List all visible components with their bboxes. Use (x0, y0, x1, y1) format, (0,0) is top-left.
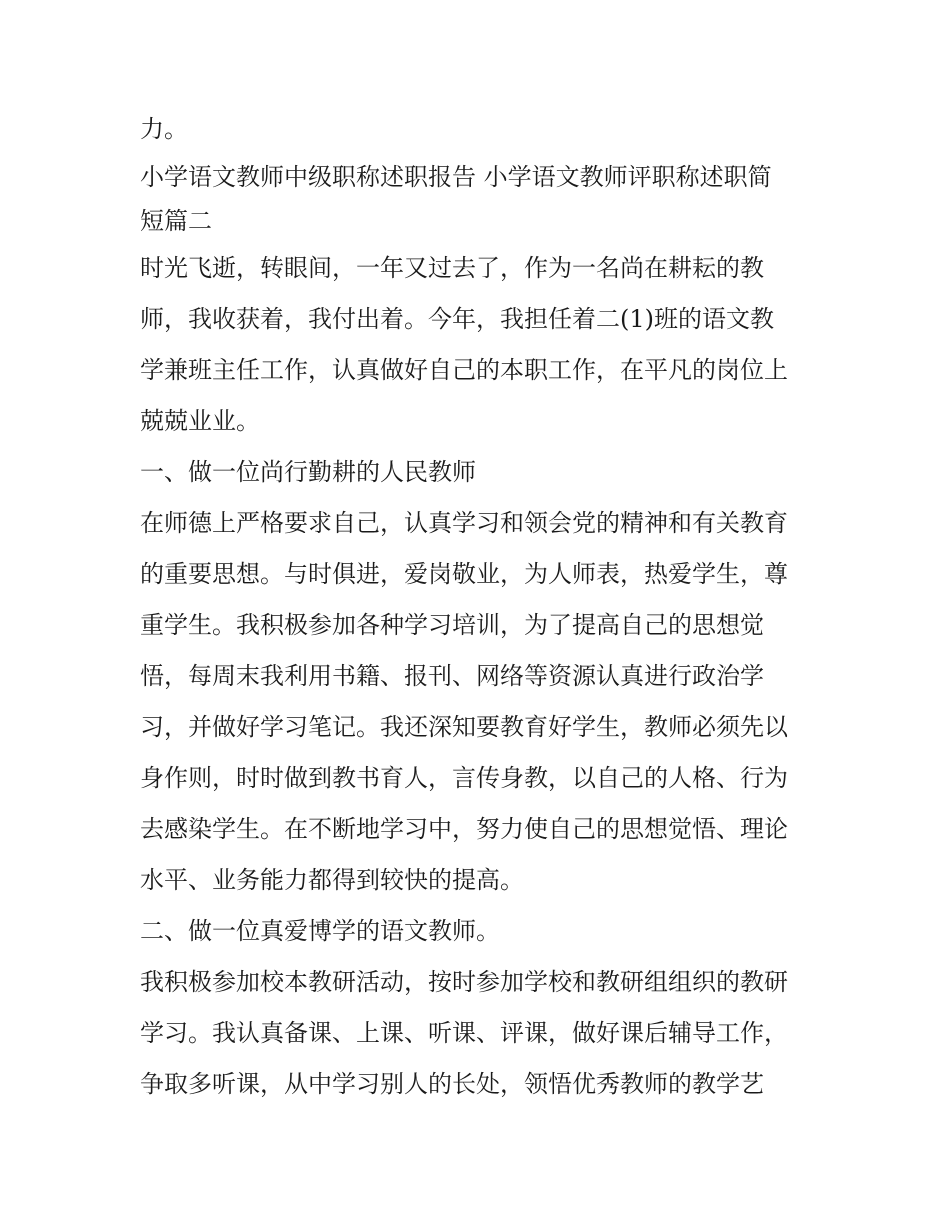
text-line: 时光飞逝，转眼间，一年又过去了，作为一名尚在耕耘的教 (140, 254, 764, 282)
text-line: 去感染学生。在不断地学习中，努力使自己的思想觉悟、理论 (140, 815, 788, 843)
text-line: 力。 (140, 115, 188, 143)
text-line: 学兼班主任工作，认真做好自己的本职工作，在平凡的岗位上 (140, 356, 788, 384)
text-line: 学习。我认真备课、上课、听课、评课，做好课后辅导工作， (140, 1019, 788, 1047)
section-heading-line: 小学语文教师中级职称述职报告 小学语文教师评职称述职简 (140, 163, 772, 191)
text-line: 身作则，时时做到教书育人，言传身教，以自己的人格、行为 (140, 764, 788, 792)
text-line: 兢兢业业。 (140, 407, 260, 435)
text-line: 争取多听课，从中学习别人的长处，领悟优秀教师的教学艺 (140, 1070, 764, 1098)
text-line: 师，我收获着，我付出着。今年，我担任着二(1)班的语文教 (140, 305, 774, 333)
text-line: 悟，每周末我利用书籍、报刊、网络等资源认真进行政治学 (140, 662, 764, 690)
section-heading-line: 短篇二 (140, 207, 212, 235)
text-line: 重学生。我积极参加各种学习培训，为了提高自己的思想觉 (140, 611, 764, 639)
document-body (140, 104, 812, 1110)
text-line: 我积极参加校本教研活动，按时参加学校和教研组组织的教研 (140, 968, 788, 996)
text-line: 习，并做好学习笔记。我还深知要教育好学生，教师必须先以 (140, 713, 788, 741)
text-line: 水平、业务能力都得到较快的提高。 (140, 866, 524, 894)
text-line: 在师德上严格要求自己，认真学习和领会党的精神和有关教育 (140, 509, 788, 537)
subheading-line: 二、做一位真爱博学的语文教师。 (140, 917, 500, 945)
subheading-line: 一、做一位尚行勤耕的人民教师 (140, 458, 476, 486)
text-line: 的重要思想。与时俱进，爱岗敬业，为人师表，热爱学生，尊 (140, 560, 788, 588)
